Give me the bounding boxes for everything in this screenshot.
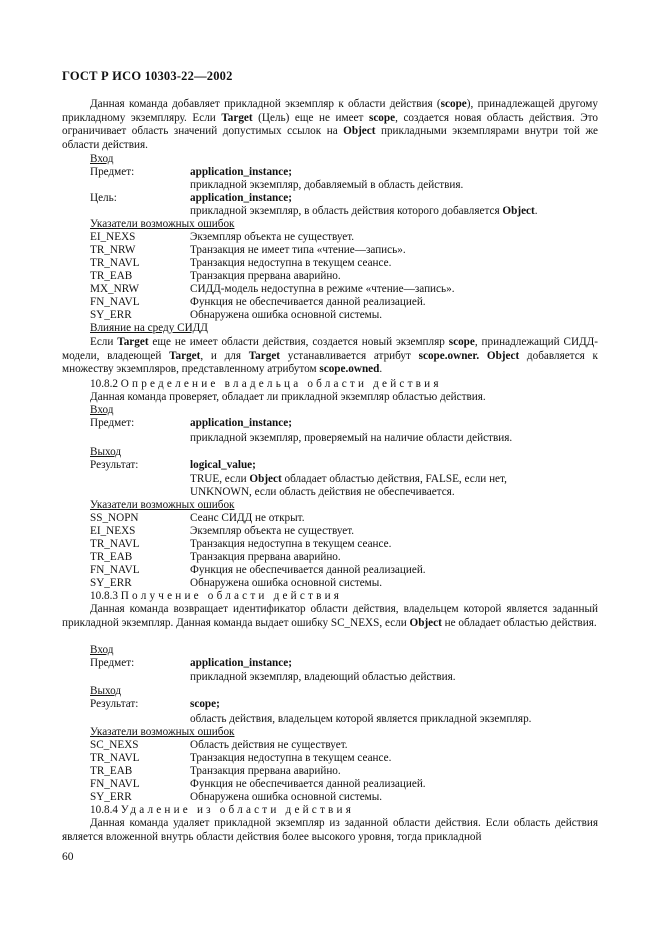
section-number: 10.8.4 [90, 804, 118, 816]
error-code: TR_EAB [90, 765, 133, 777]
effect-text: . [379, 363, 383, 376]
subject-type: application_instance; [190, 657, 292, 669]
effect-term: Target [169, 349, 201, 362]
input-heading: Вход [90, 644, 114, 656]
result-desc [190, 473, 507, 486]
section-heading [90, 590, 342, 603]
section-desc [62, 603, 598, 630]
error-code: EI_NEXS [90, 525, 136, 537]
subject-desc: прикладной экземпляр, владеющий областью действия. [190, 671, 456, 683]
error-text: Транзакция недоступна в текущем сеансе. [190, 752, 392, 764]
section-desc: Данная команда удаляет прикладной экземпляр из заданной области действия. Если область действия является вложенной внутрь области действия более высокого уровня, тогда прикладной [62, 817, 598, 843]
errors-heading: Указатели возможных ошибок [90, 726, 235, 738]
output-heading: Выход [90, 446, 122, 458]
result-type: scope; [190, 698, 220, 710]
intro-term: Object [343, 125, 376, 138]
section-heading [90, 378, 442, 391]
target-desc [190, 205, 538, 218]
error-code: FN_NAVL [90, 296, 140, 308]
intro-term: scope [368, 111, 396, 124]
error-text: Сеанс СИДД не открыт. [190, 512, 305, 524]
error-text: Транзакция прервана аварийно. [190, 551, 341, 563]
error-code: SY_ERR [90, 309, 132, 321]
error-text: Функция не обеспечивается данной реализацией. [190, 564, 426, 576]
error-code: FN_NAVL [90, 778, 140, 790]
errors-heading: Указатели возможных ошибок [90, 499, 235, 511]
effect-text: устанавливается атрибут [280, 349, 419, 362]
error-code: SC_NEXS [90, 739, 139, 751]
intro-text: ), принадлежащей другому прикладному экземпляру. Если [62, 98, 598, 124]
effect-text: , и для [200, 349, 249, 362]
error-code: TR_NAVL [90, 538, 140, 550]
section-heading [90, 804, 354, 817]
error-text: Экземпляр объекта не существует. [190, 231, 355, 243]
section-number: 10.8.2 [90, 378, 118, 390]
effect-term: Target [117, 336, 149, 348]
effect-term: Object [486, 349, 520, 362]
error-code: TR_EAB [90, 270, 133, 282]
error-code: TR_NAVL [90, 752, 140, 764]
effect-text: , принадлежащий СИДД-модели, владеющей [62, 336, 599, 362]
error-text: Функция не обеспечивается данной реализацией. [190, 296, 426, 308]
effect-heading: Влияние на среду СИДД [90, 322, 208, 334]
effect-term: scope.owned [319, 363, 380, 376]
intro-paragraph [62, 98, 598, 152]
subject-label: Предмет: [90, 166, 135, 178]
error-text: Функция не обеспечивается данной реализацией. [190, 778, 426, 790]
effect-paragraph [62, 336, 598, 377]
error-text: Транзакция недоступна в текущем сеансе. [190, 257, 392, 269]
error-code: SY_ERR [90, 791, 132, 803]
intro-text: (Цель) еще не имеет [252, 111, 369, 124]
intro-text: прикладными экземплярами внутри той же области действия. [62, 125, 598, 151]
subject-label: Предмет: [90, 657, 135, 669]
subject-desc: прикладной экземпляр, проверяемый на наличие области действия. [190, 432, 513, 444]
error-text: Область действия не существует. [190, 739, 348, 751]
intro-text: Данная команда добавляет прикладной экземпляр к области действия ( [90, 98, 441, 110]
effect-term: scope [448, 336, 475, 348]
result-type: logical_value; [190, 459, 256, 471]
subject-type: application_instance; [190, 166, 292, 178]
error-text: Экземпляр объекта не существует. [190, 525, 355, 537]
error-code: SS_NOPN [90, 512, 139, 524]
error-text: СИДД-модель недоступна в режиме «чтение—запись». [190, 283, 455, 295]
page-header: ГОСТ Р ИСО 10303-22—2002 [62, 69, 233, 83]
result-desc-text: TRUE, если [190, 473, 250, 485]
result-label: Результат: [90, 698, 139, 710]
page-number: 60 [62, 851, 74, 863]
section-title: Получение области действия [120, 590, 343, 602]
subject-desc: прикладной экземпляр, добавляемый в область действия. [190, 179, 464, 191]
section-title: Удаление из области действия [120, 804, 355, 816]
error-code: SY_ERR [90, 577, 132, 589]
result-desc: область действия, владельцем которой является прикладной экземпляр. [190, 713, 532, 725]
error-code: TR_NRW [90, 244, 136, 256]
error-code: FN_NAVL [90, 564, 140, 576]
target-type: application_instance; [190, 192, 292, 204]
target-desc-term: Object [502, 205, 535, 217]
section-desc: Данная команда проверяет, обладает ли прикладной экземпляр областью действия. [90, 391, 486, 403]
result-desc-text: обладает областью действия, FALSE, если нет, [281, 473, 507, 485]
section-desc-text: Данная команда возвращает идентификатор области действия, владельцем которой является заданный прикладной экземпляр. Данная команда выдает ошибку SC_NEXS, если [62, 603, 598, 629]
error-code: TR_EAB [90, 551, 133, 563]
section-title: Определение владельца области действия [120, 378, 442, 390]
target-label: Цель: [90, 192, 117, 204]
result-desc-term: Object [249, 473, 282, 485]
error-text: Транзакция прервана аварийно. [190, 765, 341, 777]
output-heading: Выход [90, 685, 122, 697]
effect-text: еще не имеет области действия, создается новый экземпляр [148, 336, 449, 348]
intro-text: , создается новая область действия. Это ограничивает область значений допустимых ссылок на [62, 111, 598, 138]
subject-type: application_instance; [190, 417, 292, 429]
error-code: TR_NAVL [90, 257, 140, 269]
effect-text [479, 350, 487, 362]
result-label: Результат: [90, 459, 139, 471]
result-desc: UNKNOWN, если область действия не обеспечивается. [190, 486, 455, 498]
error-text: Транзакция прервана аварийно. [190, 270, 341, 282]
errors-heading: Указатели возможных ошибок [90, 218, 235, 230]
effect-term: scope.owner. [418, 349, 480, 362]
effect-text: добавляется к множеству экземпляров, представленному атрибутом [62, 349, 598, 376]
error-text: Обнаружена ошибка основной системы. [190, 791, 383, 803]
intro-term: scope [440, 98, 467, 110]
subject-label: Предмет: [90, 417, 135, 429]
error-text: Транзакция недоступна в текущем сеансе. [190, 538, 392, 550]
error-code: EI_NEXS [90, 231, 136, 243]
section-desc-term: Object [409, 616, 442, 629]
effect-text: Если [90, 336, 118, 348]
target-desc-text: . [534, 205, 538, 217]
intro-term: Target [221, 111, 253, 124]
target-desc-text: прикладной экземпляр, в область действия которого добавляется [190, 205, 503, 217]
section-number: 10.8.3 [90, 590, 118, 602]
error-text: Транзакция не имеет типа «чтение—запись». [190, 244, 406, 256]
section-desc-text: не обладает областью действия. [441, 616, 597, 629]
error-text: Обнаружена ошибка основной системы. [190, 309, 383, 321]
input-heading: Вход [90, 153, 114, 165]
input-heading: Вход [90, 404, 114, 416]
error-text: Обнаружена ошибка основной системы. [190, 577, 383, 589]
effect-term: Target [248, 349, 281, 362]
error-code: MX_NRW [90, 283, 140, 295]
